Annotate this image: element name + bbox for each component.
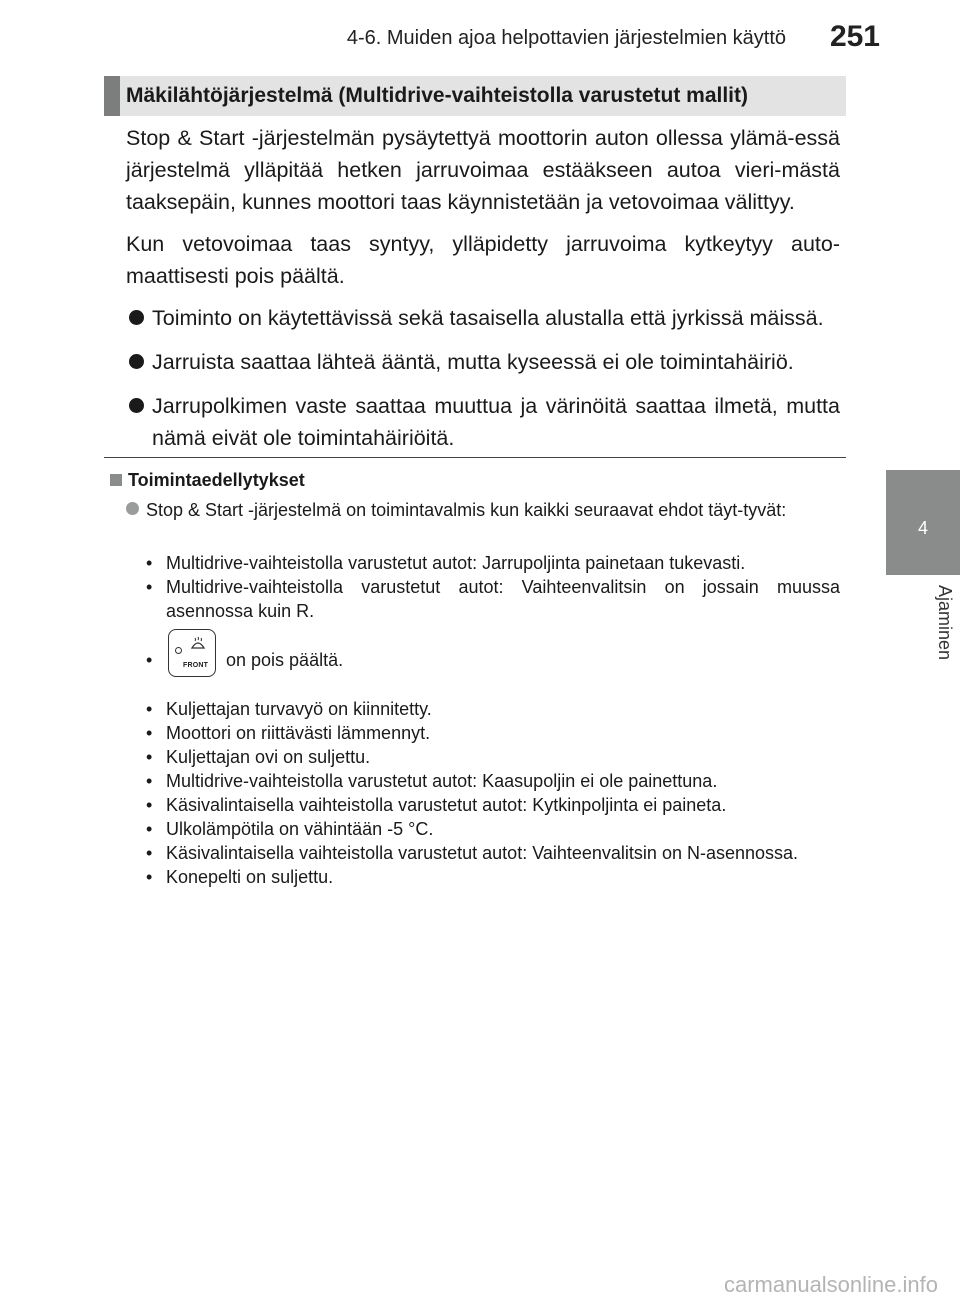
condition-item bbox=[146, 817, 840, 841]
front-defroster-button-icon bbox=[168, 629, 216, 677]
condition-text: Kuljettajan turvavyö on kiinnitetty. bbox=[166, 699, 432, 719]
condition-text: Multidrive-vaihteistolla varustetut autot: Vaihteenvalitsin on jossain muussa asennossa kuin R. bbox=[166, 577, 840, 621]
bullet-char: • bbox=[146, 553, 153, 573]
bullet-char: • bbox=[146, 650, 153, 670]
paragraph-1: Stop & Start -järjestelmän pysäytettyä moottorin auton ollessa ylämä-essä järjestelmä ylläpitää hetken jarruvoimaa estääkseen autoa vieri-mästä taaksepäin, kunnes moottori taas käynnistetään ja vetovoimaa välittyy. bbox=[126, 126, 840, 214]
header-section-title: 4-6. Muiden ajoa helpottavien järjestelmien käyttö bbox=[346, 27, 786, 49]
condition-text: Multidrive-vaihteistolla varustetut autot: Jarrupoljinta painetaan tukevasti. bbox=[166, 553, 746, 573]
bullet-item bbox=[126, 302, 840, 334]
condition-text: Multidrive-vaihteistolla varustetut autot: Kaasupoljin ei ole painettuna. bbox=[166, 771, 718, 791]
bullet-char: • bbox=[146, 577, 153, 597]
page-number: 251 bbox=[829, 20, 880, 53]
condition-text: on pois päältä. bbox=[226, 650, 344, 670]
chapter-number: 4 bbox=[917, 518, 928, 538]
bullet-char: • bbox=[146, 723, 153, 743]
condition-item bbox=[146, 865, 840, 889]
button-label: FRONT bbox=[183, 662, 209, 669]
main-content bbox=[126, 118, 840, 466]
section-heading: Mäkilähtöjärjestelmä (Multidrive-vaihteistolla varustetut mallit) bbox=[126, 84, 748, 107]
indicator-led-icon bbox=[175, 647, 182, 654]
bullet-char: • bbox=[146, 867, 153, 887]
section-heading-bar bbox=[104, 76, 846, 116]
condition-item bbox=[146, 721, 840, 745]
condition-item bbox=[146, 769, 840, 793]
bullet-dot-icon bbox=[129, 398, 144, 413]
paragraph-2: Kun vetovoimaa taas syntyy, ylläpidetty jarruvoima kytkeytyy auto-maattisesti pois päältä. bbox=[126, 232, 840, 288]
bullet-text: Jarruista saattaa lähteä ääntä, mutta kyseessä ei ole toimintahäiriö. bbox=[152, 350, 794, 374]
watermark: carmanualsonline.info bbox=[723, 1272, 938, 1297]
bullet-char: • bbox=[146, 819, 153, 839]
bullet-char: • bbox=[146, 747, 153, 767]
condition-text: Ulkolämpötila on vähintään -5 °C. bbox=[166, 819, 434, 839]
condition-text: Moottori on riittävästi lämmennyt. bbox=[166, 723, 431, 743]
section-divider bbox=[104, 457, 846, 458]
condition-item bbox=[146, 745, 840, 769]
conditions-heading-text: Toimintaedellytykset bbox=[128, 470, 305, 490]
condition-text: Kuljettajan ovi on suljettu. bbox=[166, 747, 371, 767]
condition-item bbox=[146, 841, 840, 865]
conditions-list bbox=[146, 551, 840, 889]
conditions-heading bbox=[110, 470, 305, 491]
bullet-dot-icon bbox=[129, 310, 144, 325]
bullet-text: Jarrupolkimen vaste saattaa muuttua ja värinöitä saattaa ilmetä, mutta nämä eivät ole toimintahäiriöitä. bbox=[152, 394, 840, 450]
heading-marker bbox=[104, 76, 120, 116]
bullet-list bbox=[126, 302, 840, 454]
bullet-item bbox=[126, 390, 840, 454]
condition-item bbox=[146, 575, 840, 623]
bullet-char: • bbox=[146, 771, 153, 791]
chapter-label-container bbox=[886, 585, 960, 725]
chapter-tab bbox=[886, 470, 960, 575]
bullet-text: Toiminto on käytettävissä sekä tasaisella alustalla että jyrkissä mäissä. bbox=[152, 306, 824, 330]
condition-item bbox=[146, 551, 840, 575]
conditions-intro bbox=[126, 498, 846, 522]
condition-text: Konepelti on suljettu. bbox=[166, 867, 334, 887]
defroster-symbol-icon bbox=[189, 636, 207, 652]
condition-item bbox=[146, 697, 840, 721]
conditions-intro-text: Stop & Start -järjestelmä on toimintavalmis kun kaikki seuraavat ehdot täyt-tyvät: bbox=[146, 500, 787, 520]
bullet-char: • bbox=[146, 699, 153, 719]
circle-bullet-icon bbox=[126, 502, 139, 515]
bullet-char: • bbox=[146, 843, 153, 863]
square-bullet-icon bbox=[110, 474, 122, 486]
chapter-label: Ajaminen bbox=[935, 585, 955, 661]
bullet-dot-icon bbox=[129, 354, 144, 369]
condition-text: Käsivalintaisella vaihteistolla varustetut autot: Kytkinpoljinta ei paineta. bbox=[166, 795, 727, 815]
condition-text: Käsivalintaisella vaihteistolla varustetut autot: Vaihteenvalitsin on N-asennossa. bbox=[166, 843, 799, 863]
bullet-char: • bbox=[146, 795, 153, 815]
condition-item-icon bbox=[146, 629, 840, 689]
condition-item bbox=[146, 793, 840, 817]
bullet-item bbox=[126, 346, 840, 378]
